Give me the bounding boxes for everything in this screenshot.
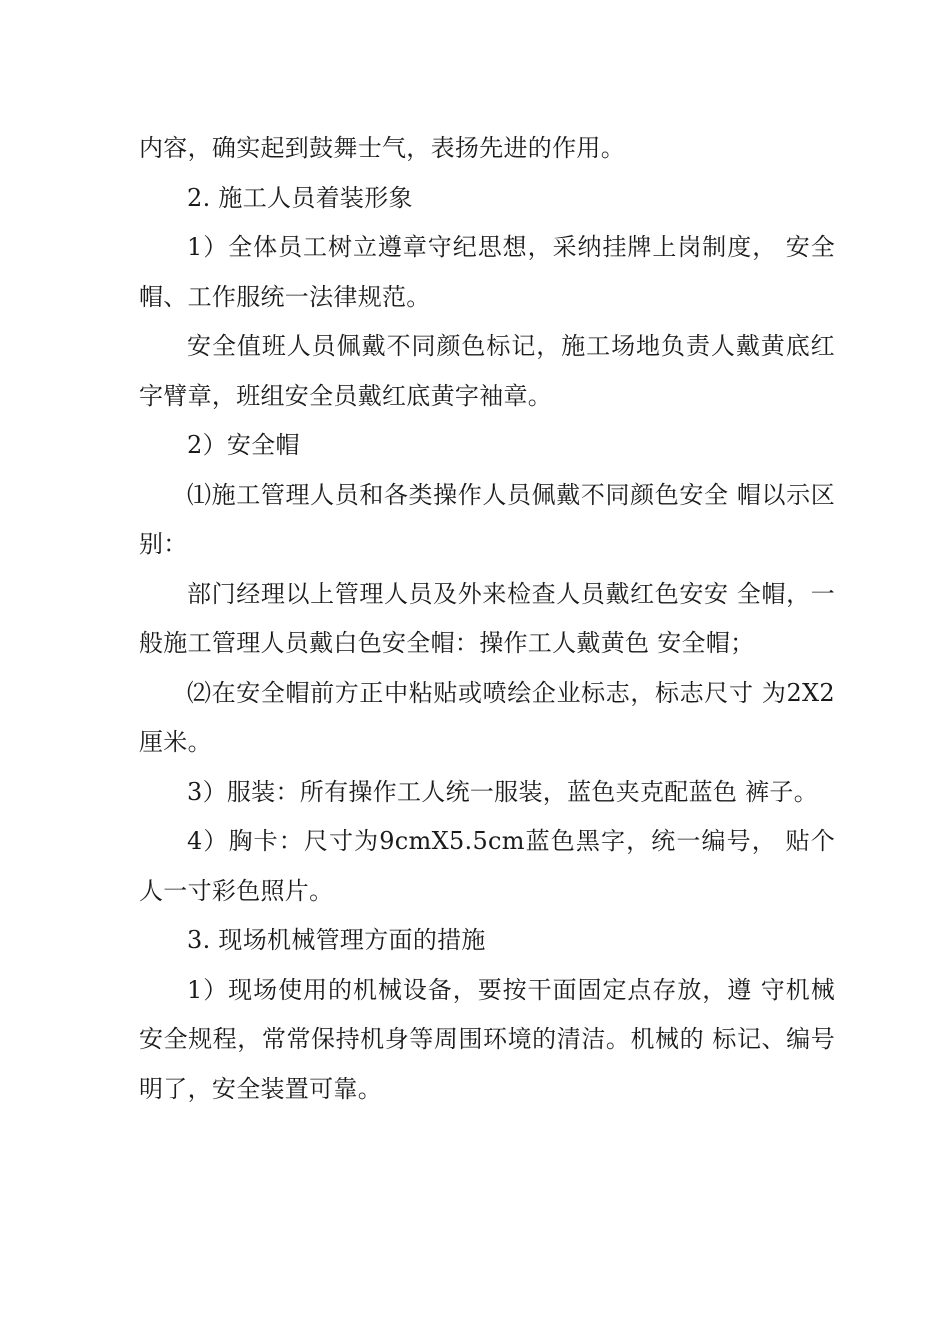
- section-heading-3: 3. 现场机械管理方面的措施: [187, 926, 486, 954]
- paragraph-9: 3）服装：所有操作工人统一服装，蓝色夹克配蓝色 裤子。: [187, 777, 818, 806]
- paragraph-7: 部门经理以上管理人员及外来检查人员戴红色安安 全帽，一般施工管理人员戴白色安全帽：操作工人戴黄色 安全帽；: [139, 579, 835, 657]
- section-heading-2: 2. 施工人员着装形象: [187, 183, 413, 212]
- paragraph-6: ⑴施工管理人员和各类操作人员佩戴不同颜色安全 帽以示区别：: [139, 480, 835, 558]
- paragraph-1: 内容，确实起到鼓舞士气，表扬先进的作用。: [139, 134, 625, 162]
- paragraph-3: 1）全体员工树立遵章守纪思想，采纳挂牌上岗制度， 安全帽、工作服统一法律规范。: [139, 233, 835, 311]
- paragraph-8: ⑵在安全帽前方正中粘贴或喷绘企业标志，标志尺寸 为2X2厘米。: [139, 678, 835, 756]
- document-body: [139, 124, 835, 1114]
- paragraph-10: 4）胸卡：尺寸为9cmX5.5cm蓝色黑字，统一编号， 贴个人一寸彩色照片。: [139, 827, 835, 905]
- subheading-helmet: 2）安全帽: [187, 431, 300, 459]
- paragraph-12: 1）现场使用的机械设备，要按干面固定点存放，遵 守机械安全规程，常常保持机身等周围环境的清洁。机械的 标记、编号明了，安全装置可靠。: [139, 975, 835, 1103]
- paragraph-4: 安全值班人员佩戴不同颜色标记，施工场地负责人戴黄底红字臂章，班组安全员戴红底黄字袖章。: [139, 332, 835, 410]
